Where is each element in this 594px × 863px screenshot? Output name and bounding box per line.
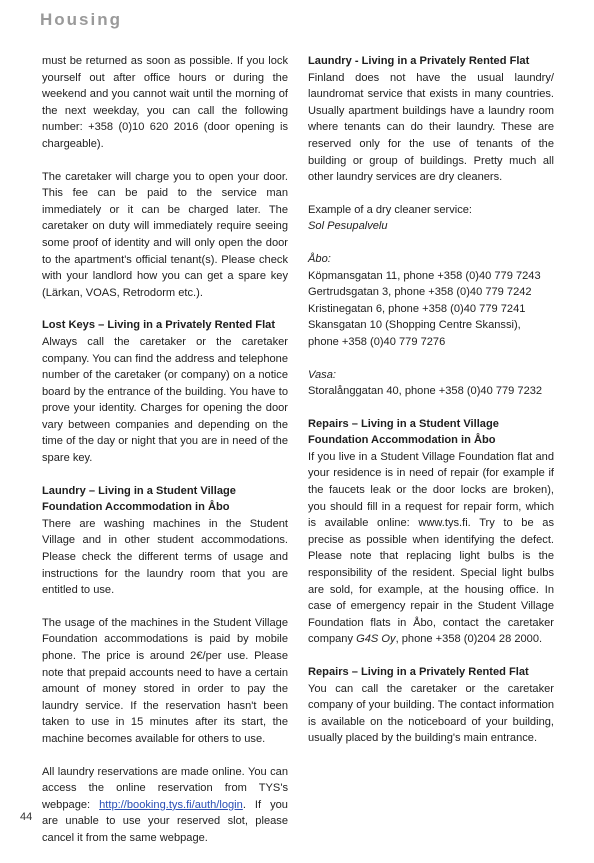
- paragraph-repairs-student-village: [308, 449, 554, 648]
- dry-cleaner-name: Sol Pesupalvelu: [308, 220, 388, 233]
- paragraph-online-reservations: [42, 764, 288, 847]
- repairs-text-post: , phone +358 (0)204 28 2000.: [395, 633, 543, 646]
- section-laundry-student-village: [42, 483, 288, 599]
- section-header: Housing: [40, 10, 122, 29]
- abo-label: Åbo:: [308, 252, 331, 265]
- section-repairs-private: [308, 664, 554, 747]
- section-lost-keys: [42, 317, 288, 466]
- right-column: [308, 53, 554, 763]
- heading-lost-keys: Lost Keys – Living in a Privately Rented Flat: [42, 319, 276, 332]
- dry-cleaner-intro: Example of a dry cleaner service:: [308, 203, 473, 216]
- abo-locations: [308, 251, 554, 351]
- heading-repairs-private: Repairs – Living in a Privately Rented Flat: [308, 666, 529, 678]
- paragraph-laundry-private: Finland does not have the usual laundry/ laundromat service that exists in many countries. Usually apartment buildings have a laundry room where tenants can do their laundry. These are reserved only for the use of tenants of the building or group of buildings. Pretty much all other laundry services are dry cleaners.: [308, 71, 554, 184]
- paragraph-caretaker-charge: The caretaker will charge you to open your door. This fee can be paid to the service man immediately or it can be charged later. The caretaker on duty will immediately require seeing some proof of identity and will only open the door to the apartment's official tenant(s). Please check with your landlord how you can get a spare key (Lärkan, VOAS, Retrodorm etc.).: [42, 170, 288, 299]
- paragraph-machine-usage: The usage of the machines in the Student Village Foundation accommodations is paid by mobile phone. The price is around 2€/per use. Please note that prepaid accounts need to have a certain amount of money stored in order to pay the laundry service. If the reservation hasn't been taken to use in 15 minutes after its start, the machine becomes available for others to use.: [42, 616, 288, 745]
- vasa-label: Vasa:: [308, 368, 336, 381]
- paragraph-repairs-private: You can call the caretaker or the caretaker company of your building. The contact information is available on the noticeboard of your building, usually placed by the building's main entrance.: [308, 682, 554, 745]
- online-text-pre: All laundry reservations are made online. You can access the online reservation from TYS's webpage:: [42, 765, 288, 811]
- booking-link[interactable]: http://booking.tys.fi/auth/login: [99, 798, 243, 811]
- paragraph-laundry-student-village: There are washing machines in the Student Village and in other student accommodations. Please check the different terms of usage and instructions for the laundry room that you are entitled to use.: [42, 517, 288, 597]
- caretaker-company-name: G4S Oy: [356, 633, 396, 646]
- section-laundry-private: [308, 53, 554, 186]
- heading-laundry-private: Laundry - Living in a Privately Rented Flat: [308, 55, 530, 67]
- paragraph-after-hours-lockout: must be returned as soon as possible. If you lock yourself out after office hours or during the weekend and you cannot wait until the morning of the next weekday, you can call the following number: +358 (0)10 620 2016 (door opening is chargeable).: [42, 55, 288, 150]
- left-column: [42, 53, 288, 863]
- abo-location: Kristinegatan 6, phone +358 (0)40 779 7241: [308, 302, 526, 315]
- repairs-text-pre: If you live in a Student Village Foundation flat and your residence is in need of repair (for example if the faucets leak or the door locks are broken), you should fill in a request for repair form, which is available online: www.tys.fi. Try to be as precise as possible when identifying the defect. Please note that replacing light bulbs is the responsibility of the resident. Special light bulbs are sold, for example, at the housing office. In case of emergency repair in the Student Village Foundation flats in Åbo, contact the caretaker company: [308, 450, 554, 646]
- heading-laundry-student-village: Laundry – Living in a Student Village Foundation Accommodation in Åbo: [42, 484, 236, 514]
- heading-repairs-student-village: Repairs – Living in a Student Village Foundation Accommodation in Åbo: [308, 417, 499, 447]
- dry-cleaner-example: [308, 202, 554, 235]
- abo-location: Köpmansgatan 11, phone +358 (0)40 779 7243: [308, 269, 541, 282]
- page-number: 44: [20, 811, 33, 823]
- abo-location: Gertrudsgatan 3, phone +358 (0)40 779 7242: [308, 286, 532, 299]
- vasa-location: Storalånggatan 40, phone +358 (0)40 779 7232: [308, 385, 543, 398]
- abo-location: Skansgatan 10 (Shopping Centre Skanssi), phone +358 (0)40 779 7276: [308, 319, 521, 348]
- online-text-post: . If you are unable to use your reserved slot, please cancel it from the same webpage.: [42, 798, 288, 844]
- vasa-locations: [308, 367, 554, 400]
- section-repairs-student-village: [308, 416, 554, 648]
- paragraph-lost-keys: Always call the caretaker or the caretaker company. You can find the address and telephone number of the caretaker (or company) on a notice board by the entrance of the building. You have to prove your identity. Charges for opening the door vary between companies and depending on the time of the day or night that you are in need of the spare key.: [42, 335, 288, 465]
